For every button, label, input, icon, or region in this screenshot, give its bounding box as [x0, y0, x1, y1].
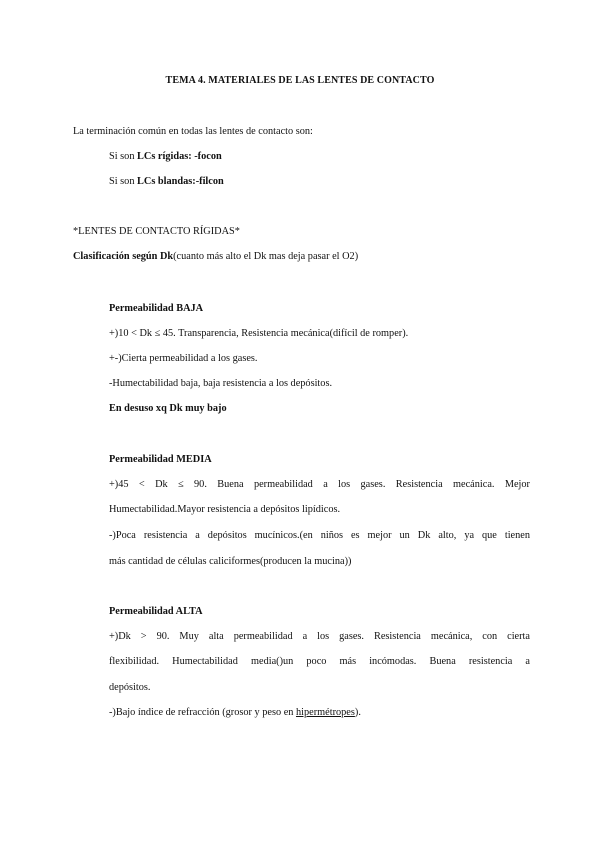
- rigid-suffix-line: [109, 150, 222, 164]
- medium-permeability-heading: Permeabilidad MEDIA: [109, 454, 212, 465]
- low-line-1: +)10 < Dk ≤ 45. Transparencia, Resistencia mecánica(difícil de romper).: [109, 328, 409, 339]
- high-line-4: [109, 706, 361, 720]
- high-permeability-heading: Permeabilidad ALTA: [109, 606, 203, 617]
- soft-suffix-line: [109, 175, 224, 189]
- intro-text: La terminación común en todas las lentes de contacto son:: [73, 126, 313, 137]
- low-permeability-heading: Permeabilidad BAJA: [109, 303, 204, 314]
- high-line-1: +)Dk > 90. Muy alta permeabilidad a los gases. Resistencia mecánica, con cierta: [109, 631, 530, 642]
- high-line-4-suffix: ).: [354, 707, 361, 718]
- low-line-3: -Humectabilidad baja, baja resistencia a los depósitos.: [109, 378, 333, 389]
- page-title: TEMA 4. MATERIALES DE LAS LENTES DE CONTACTO: [165, 75, 435, 86]
- medium-line-2: Humectabilidad.Mayor resistencia a depósitos lipídicos.: [109, 504, 341, 515]
- rigid-section-heading: *LENTES DE CONTACTO RÍGIDAS*: [73, 226, 240, 237]
- low-line-2: +-)Cierta permeabilidad a los gases.: [109, 353, 258, 364]
- hypermetropes-link[interactable]: hipermétropes: [295, 707, 355, 718]
- high-line-2: flexibilidad. Humectabilidad media()un poco más incómodas. Buena resistencia a: [109, 656, 530, 667]
- high-line-4-prefix: -)Bajo índice de refracción (grosor y peso en: [109, 707, 296, 718]
- medium-line-1: +)45 < Dk ≤ 90. Buena permeabilidad a los gases. Resistencia mecánica. Mejor: [109, 479, 530, 490]
- medium-line-3: -)Poca resistencia a depósitos mucínicos.(en niños es mejor un Dk alto, ya que tienen: [109, 530, 530, 541]
- classification-line: [73, 250, 358, 264]
- high-line-3: depósitos.: [109, 682, 151, 693]
- classification-note: (cuanto más alto el Dk mas deja pasar el O2): [173, 251, 359, 262]
- rigid-suffix-prefix: Si son: [109, 151, 138, 162]
- soft-suffix-bold: LCs blandas:-filcon: [137, 176, 224, 187]
- rigid-suffix-bold: LCs rígidas: -focon: [137, 151, 222, 162]
- low-line-4: En desuso xq Dk muy bajo: [109, 403, 227, 414]
- classification-bold: Clasificación según Dk: [73, 251, 174, 262]
- medium-line-4: más cantidad de células caliciformes(producen la mucina)): [109, 556, 352, 567]
- soft-suffix-prefix: Si son: [109, 176, 138, 187]
